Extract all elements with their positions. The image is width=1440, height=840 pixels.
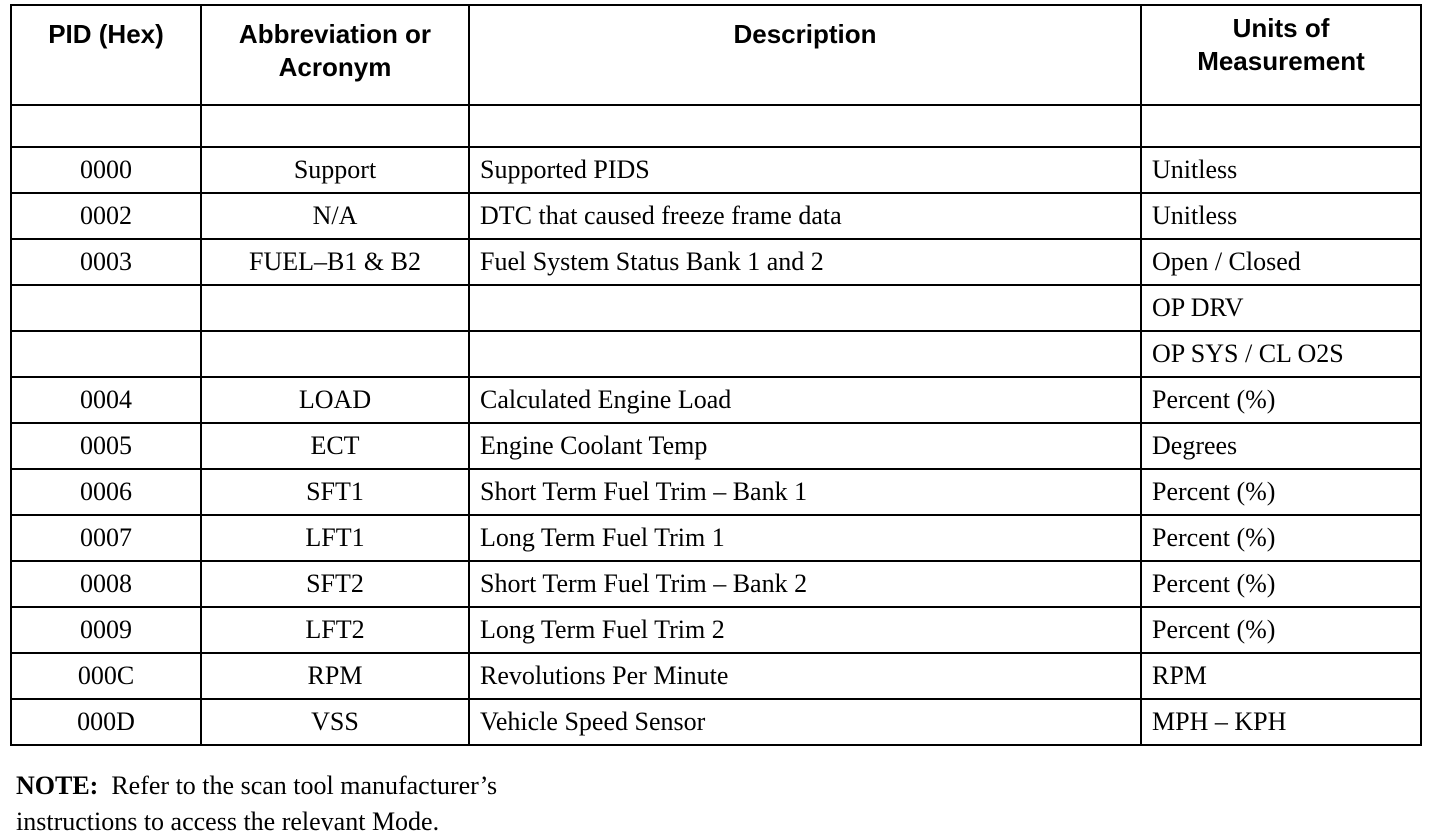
description-cell: Short Term Fuel Trim – Bank 1	[469, 469, 1141, 515]
pid-cell: 0007	[11, 515, 201, 561]
pid-cell: 0005	[11, 423, 201, 469]
abbreviation-cell: Support	[201, 147, 469, 193]
header-row	[11, 5, 1421, 105]
description-cell: Vehicle Speed Sensor	[469, 699, 1141, 745]
pid-cell: 0003	[11, 239, 201, 285]
description-cell: Long Term Fuel Trim 1	[469, 515, 1141, 561]
description-cell: Engine Coolant Temp	[469, 423, 1141, 469]
table-cell	[1141, 105, 1421, 147]
abbreviation-cell: FUEL–B1 & B2	[201, 239, 469, 285]
note-label: NOTE:	[16, 771, 99, 800]
table-row	[11, 653, 1421, 699]
abbreviation-cell: N/A	[201, 193, 469, 239]
units-cell: Percent (%)	[1141, 607, 1421, 653]
header-pid: PID (Hex)	[11, 5, 201, 105]
table-row	[11, 423, 1421, 469]
abbreviation-cell: ECT	[201, 423, 469, 469]
pid-cell	[11, 331, 201, 377]
units-cell: MPH – KPH	[1141, 699, 1421, 745]
description-cell	[469, 331, 1141, 377]
table-row	[11, 193, 1421, 239]
units-cell: Percent (%)	[1141, 377, 1421, 423]
description-cell: Long Term Fuel Trim 2	[469, 607, 1141, 653]
note-text	[16, 768, 497, 840]
units-cell: Unitless	[1141, 193, 1421, 239]
units-cell: Percent (%)	[1141, 469, 1421, 515]
pid-cell	[11, 285, 201, 331]
units-cell: Open / Closed	[1141, 239, 1421, 285]
table-row	[11, 699, 1421, 745]
table-cell	[469, 105, 1141, 147]
table-cell	[11, 105, 201, 147]
note-line-2: instructions to access the relevant Mode.	[16, 807, 440, 836]
abbreviation-cell	[201, 285, 469, 331]
table-row	[11, 147, 1421, 193]
table-row	[11, 239, 1421, 285]
abbreviation-cell: SFT2	[201, 561, 469, 607]
units-cell: Percent (%)	[1141, 515, 1421, 561]
abbreviation-cell: LOAD	[201, 377, 469, 423]
description-cell	[469, 285, 1141, 331]
table-row	[11, 561, 1421, 607]
abbreviation-cell: VSS	[201, 699, 469, 745]
pid-cell: 0004	[11, 377, 201, 423]
description-cell: Supported PIDS	[469, 147, 1141, 193]
description-cell: Calculated Engine Load	[469, 377, 1141, 423]
table-row	[11, 607, 1421, 653]
units-cell: Degrees	[1141, 423, 1421, 469]
table-row	[11, 377, 1421, 423]
pid-cell: 000D	[11, 699, 201, 745]
table-row-blank	[11, 105, 1421, 147]
units-cell: Percent (%)	[1141, 561, 1421, 607]
pid-cell: 0009	[11, 607, 201, 653]
table-row	[11, 285, 1421, 331]
pid-table-container	[10, 4, 1422, 746]
abbreviation-cell	[201, 331, 469, 377]
table-row	[11, 331, 1421, 377]
abbreviation-cell: RPM	[201, 653, 469, 699]
pid-table	[10, 4, 1422, 746]
units-cell: OP SYS / CL O2S	[1141, 331, 1421, 377]
description-cell: Short Term Fuel Trim – Bank 2	[469, 561, 1141, 607]
units-cell: OP DRV	[1141, 285, 1421, 331]
table-row	[11, 515, 1421, 561]
pid-cell: 0000	[11, 147, 201, 193]
units-cell: Unitless	[1141, 147, 1421, 193]
pid-cell: 0006	[11, 469, 201, 515]
description-cell: Fuel System Status Bank 1 and 2	[469, 239, 1141, 285]
header-units: Units of Measurement	[1141, 5, 1421, 105]
pid-cell: 000C	[11, 653, 201, 699]
note-line-1: Refer to the scan tool manufacturer’s	[111, 771, 498, 800]
header-description: Description	[469, 5, 1141, 105]
abbreviation-cell: LFT2	[201, 607, 469, 653]
pid-cell: 0008	[11, 561, 201, 607]
pid-cell: 0002	[11, 193, 201, 239]
description-cell: Revolutions Per Minute	[469, 653, 1141, 699]
abbreviation-cell: LFT1	[201, 515, 469, 561]
description-cell: DTC that caused freeze frame data	[469, 193, 1141, 239]
table-cell	[201, 105, 469, 147]
units-cell: RPM	[1141, 653, 1421, 699]
table-row	[11, 469, 1421, 515]
abbreviation-cell: SFT1	[201, 469, 469, 515]
header-abbreviation: Abbreviation or Acronym	[201, 5, 469, 105]
